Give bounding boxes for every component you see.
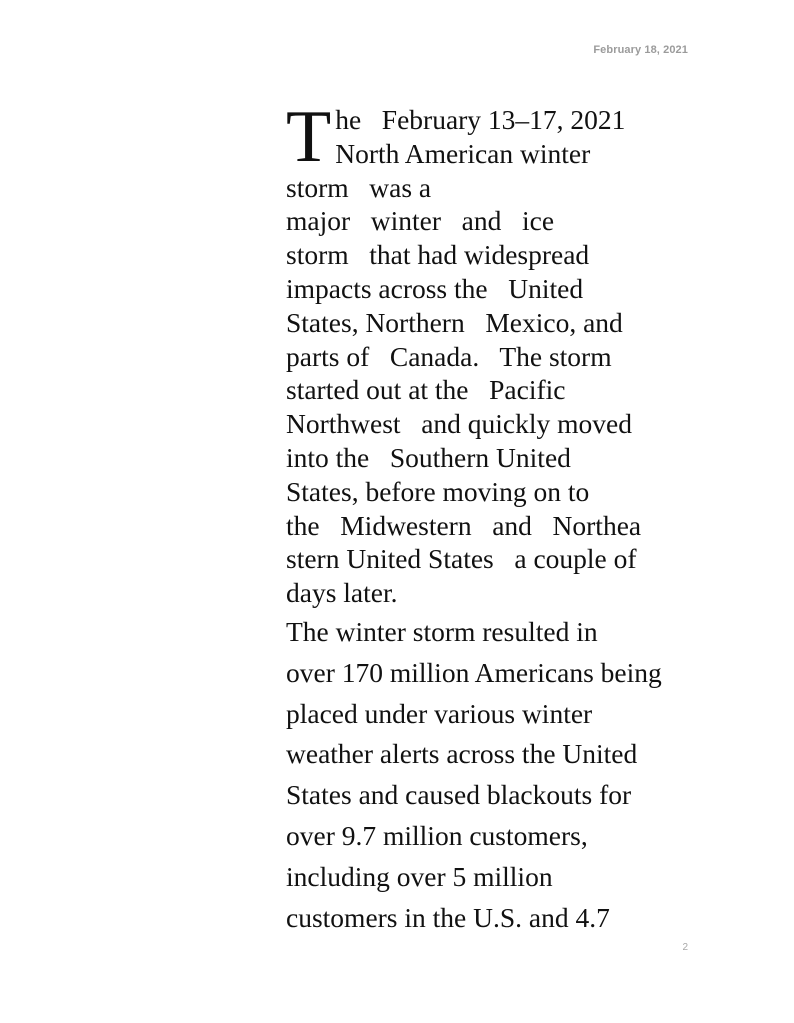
text-line: parts of Canada. The storm [286, 340, 612, 372]
text-line: North American winter [335, 137, 591, 169]
text-line: impacts across the United [286, 272, 584, 304]
text-line: States, before moving on to [286, 475, 590, 507]
text-line: placed under various winter [286, 697, 593, 729]
text-line: storm that had widespread [286, 239, 590, 271]
header-date: February 18, 2021 [593, 44, 688, 56]
paragraph-1 [286, 96, 690, 610]
text-line: he February 13–17, 2021 [335, 104, 626, 135]
text-line: started out at the Pacific [286, 374, 566, 406]
text-line: storm was a [286, 171, 432, 203]
text-line: Northwest and quickly moved [286, 408, 632, 440]
article-body [286, 96, 690, 938]
page-number: 2 [682, 942, 688, 953]
text-line: the Midwestern and Northea [286, 509, 642, 541]
text-line: into the Southern United [286, 441, 571, 473]
text-line: major winter and ice [286, 205, 555, 237]
text-line: The winter storm resulted in [286, 615, 598, 647]
drop-cap: T [286, 96, 332, 178]
text-line: weather alerts across the United [286, 738, 638, 770]
text-line: days later. [286, 577, 398, 609]
paragraph-2 [286, 612, 690, 938]
drop-cap-box [286, 96, 332, 178]
text-line: customers in the U.S. and 4.7 [286, 901, 610, 933]
text-line: over 9.7 million customers, [286, 819, 588, 851]
text-line: stern United States a couple of [286, 543, 637, 575]
text-line: over 170 million Americans being [286, 656, 662, 688]
text-line: including over 5 million [286, 860, 553, 892]
text-line: States and caused blackouts for [286, 779, 632, 811]
text-line: States, Northern Mexico, and [286, 306, 623, 338]
